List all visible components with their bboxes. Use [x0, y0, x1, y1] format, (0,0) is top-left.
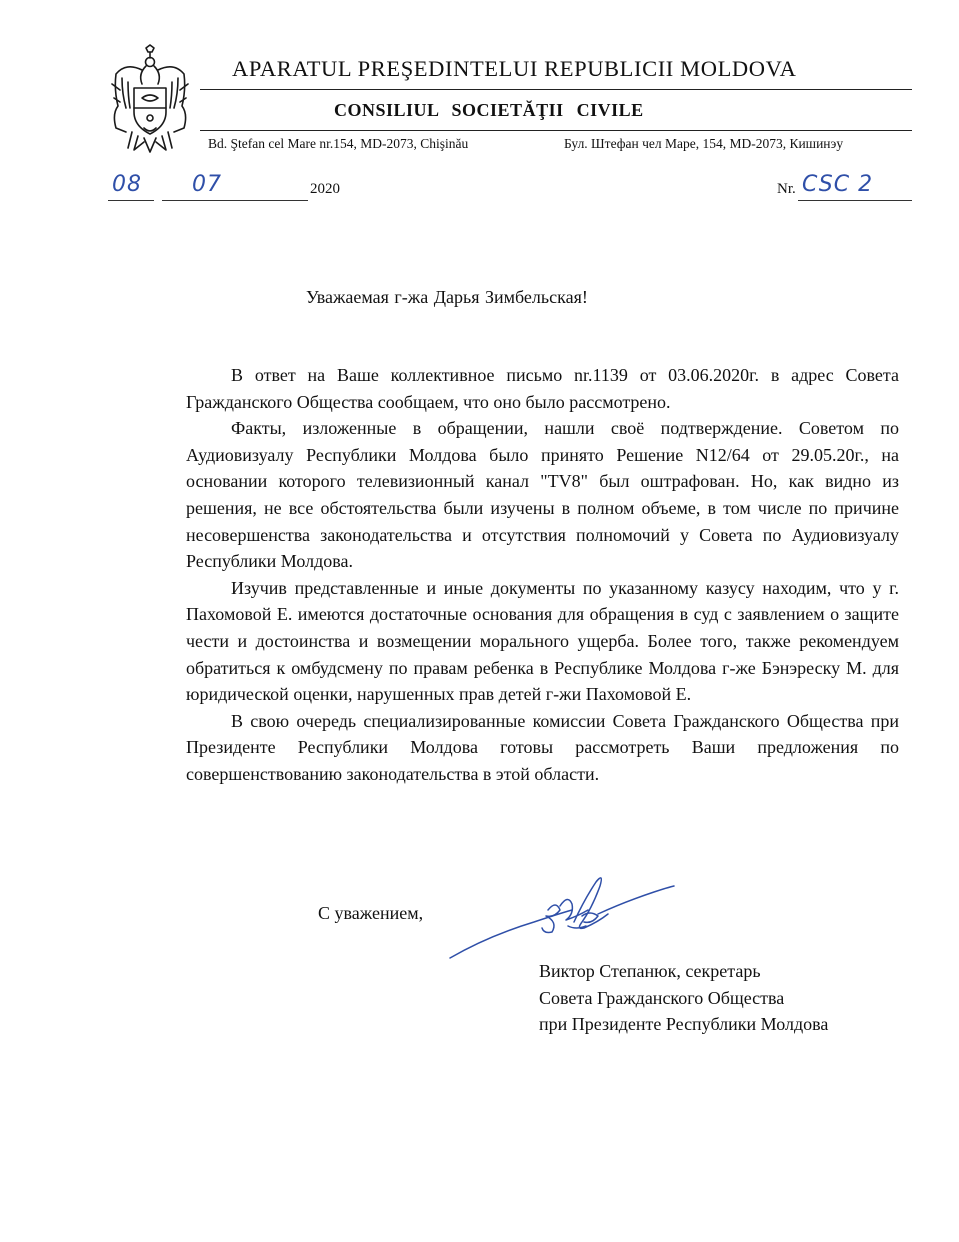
date-year: 2020: [310, 181, 340, 197]
closing-phrase: С уважением,: [318, 903, 424, 923]
reference-number-label: Nr.: [777, 181, 796, 197]
body-paragraph: В ответ на Ваше коллективное письмо nr.1139 от 03.06.2020г. в адрес Совета Гражданского Общества сообщаем, что оно было рассмотрено.: [186, 365, 899, 412]
header-rule-bottom: [200, 130, 912, 131]
body-paragraph: Факты, изложенные в обращении, нашли своё подтверждение. Советом по Аудиовизуалу Республики Молдова было принято Решение N12/64 от 29.05.20г., на основании которого телевизионный канал "TV8" был оштрафован. Но, как видно из решения, не все обстоятельства были изучены в полном объеме, в том числе по причине несовершенства законодательства и отсутствия полномочий у Совета по Аудиовизуалу Республики Молдова.: [186, 418, 899, 572]
date-month-field: [162, 172, 308, 202]
signer-line: Совета Гражданского Общества: [539, 987, 785, 1008]
body-paragraph: Изучив представленные и иные документы по указанному казусу находим, что у г. Пахомовой Е. имеются достаточные основания для обращения в суд с заявлением о защите чести и достоинства и возмещении морального ущерба. Более того, также рекомендуем обратиться к омбудсмену по правам ребенка в Республике Молдова г-же Бэнэреску М. для юридической оценки, нарушенных прав детей г-жи Пахомовой Е.: [186, 577, 899, 705]
header-rule-top: [200, 89, 912, 90]
signer-line: при Президенте Республики Молдова: [539, 1014, 829, 1034]
letter-greeting: Уважаемая г-жа Дарья Зимбельская!: [306, 287, 588, 307]
organization-title: APARATUL PREŞEDINTELUI REPUBLICII MOLDOVA: [232, 56, 797, 81]
letter-body: [186, 362, 899, 788]
body-paragraph: В свою очередь специализированные комиссии Совета Гражданского Общества при Президенте Республики Молдова готовы рассмотреть Ваши предложения по совершенствованию законодательства в этой области.: [186, 710, 899, 784]
signer-line: Виктор Степанюк, секретарь: [539, 961, 761, 981]
date-day-handwritten: 08: [112, 172, 142, 197]
reference-number-handwritten: CSC 2: [802, 172, 874, 197]
date-month-handwritten: 07: [192, 172, 222, 197]
organization-subtitle: CONSILIUL SOCIETĂŢII CIVILE: [334, 100, 644, 120]
coat-of-arms-icon: [108, 44, 192, 154]
signer-block: [539, 958, 828, 1038]
address-russian: Бул. Штефан чел Маре, 154, MD-2073, Кишинэу: [564, 136, 844, 151]
reference-number-field: [798, 172, 912, 202]
address-romanian: Bd. Ştefan cel Mare nr.154, MD-2073, Chişinău: [208, 136, 469, 151]
handwritten-signature: [448, 870, 678, 962]
date-day-field: [108, 172, 154, 202]
